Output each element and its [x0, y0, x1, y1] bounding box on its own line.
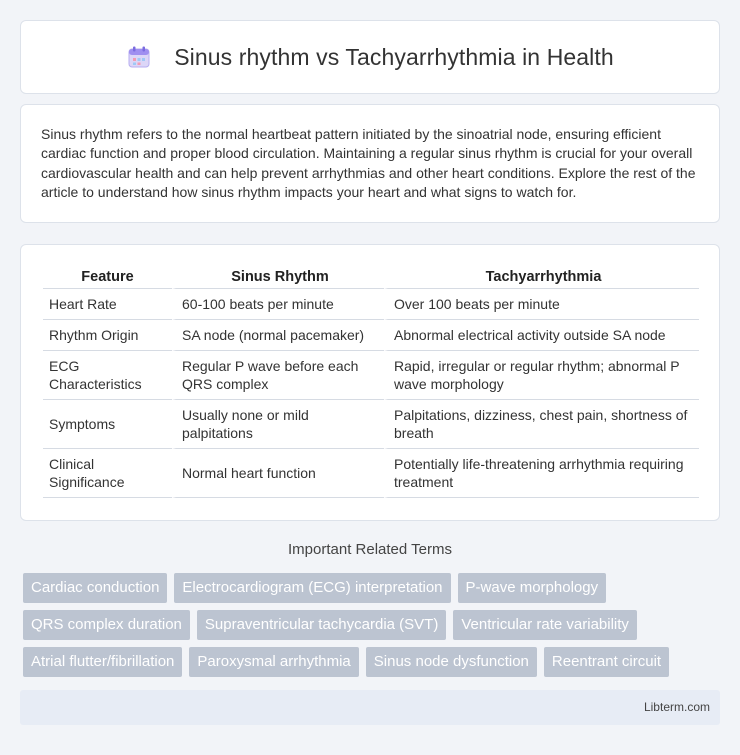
- header-tachyarrhythmia: Tachyarrhythmia: [384, 265, 699, 289]
- table-cell: Rapid, irregular or regular rhythm; abnormal P wave morphology: [384, 351, 699, 400]
- term-tag[interactable]: Atrial flutter/fibrillation: [23, 647, 182, 677]
- table-cell: Abnormal electrical activity outside SA node: [384, 320, 699, 351]
- table-cell: Normal heart function: [172, 449, 384, 498]
- table-cell: Over 100 beats per minute: [384, 289, 699, 320]
- related-terms-title: Important Related Terms: [288, 541, 452, 558]
- calendar-icon: [126, 44, 152, 70]
- term-tag[interactable]: QRS complex duration: [23, 610, 190, 640]
- table-header-row: [43, 265, 699, 289]
- related-terms-list: [23, 573, 723, 684]
- term-tag[interactable]: Cardiac conduction: [23, 573, 167, 603]
- table-cell: Regular P wave before each QRS complex: [172, 351, 384, 400]
- table-row: [43, 320, 699, 351]
- table-row: [43, 400, 699, 449]
- table-cell: Palpitations, dizziness, chest pain, shortness of breath: [384, 400, 699, 449]
- header-feature: Feature: [43, 265, 172, 289]
- intro-text: Sinus rhythm refers to the normal heartbeat pattern initiated by the sinoatrial node, ensuring efficient cardiac function and proper blood circulation. Maintaining a regular sinus rhythm is crucial for your overall cardiovascular health and can help prevent arrhythmias and other heart conditions. Explore the rest of the article to understand how sinus rhythm impacts your heart and what signs to watch for.: [41, 126, 696, 201]
- comparison-table: [43, 265, 699, 498]
- term-tag[interactable]: P-wave morphology: [458, 573, 607, 603]
- term-tag[interactable]: Electrocardiogram (ECG) interpretation: [174, 573, 450, 603]
- table-cell: Heart Rate: [43, 289, 172, 320]
- header-sinus-rhythm: Sinus Rhythm: [172, 265, 384, 289]
- title-card: [20, 20, 720, 94]
- table-cell: Rhythm Origin: [43, 320, 172, 351]
- table-cell: Potentially life-threatening arrhythmia requiring treatment: [384, 449, 699, 498]
- term-tag[interactable]: Paroxysmal arrhythmia: [189, 647, 358, 677]
- comparison-table-card: [20, 244, 720, 521]
- table-cell: ECG Characteristics: [43, 351, 172, 400]
- table-row: [43, 289, 699, 320]
- table-row: [43, 449, 699, 498]
- page-title: Sinus rhythm vs Tachyarrhythmia in Health: [174, 43, 614, 70]
- intro-card: [20, 104, 720, 223]
- table-cell: Clinical Significance: [43, 449, 172, 498]
- term-tag[interactable]: Sinus node dysfunction: [366, 647, 537, 677]
- term-tag[interactable]: Ventricular rate variability: [453, 610, 637, 640]
- table-cell: 60-100 beats per minute: [172, 289, 384, 320]
- table-cell: Symptoms: [43, 400, 172, 449]
- term-tag[interactable]: Reentrant circuit: [544, 647, 669, 677]
- footer-site-link[interactable]: Libterm.com: [643, 700, 710, 714]
- table-row: [43, 351, 699, 400]
- term-tag[interactable]: Supraventricular tachycardia (SVT): [197, 610, 446, 640]
- footer: [20, 690, 720, 725]
- table-cell: SA node (normal pacemaker): [172, 320, 384, 351]
- table-cell: Usually none or mild palpitations: [172, 400, 384, 449]
